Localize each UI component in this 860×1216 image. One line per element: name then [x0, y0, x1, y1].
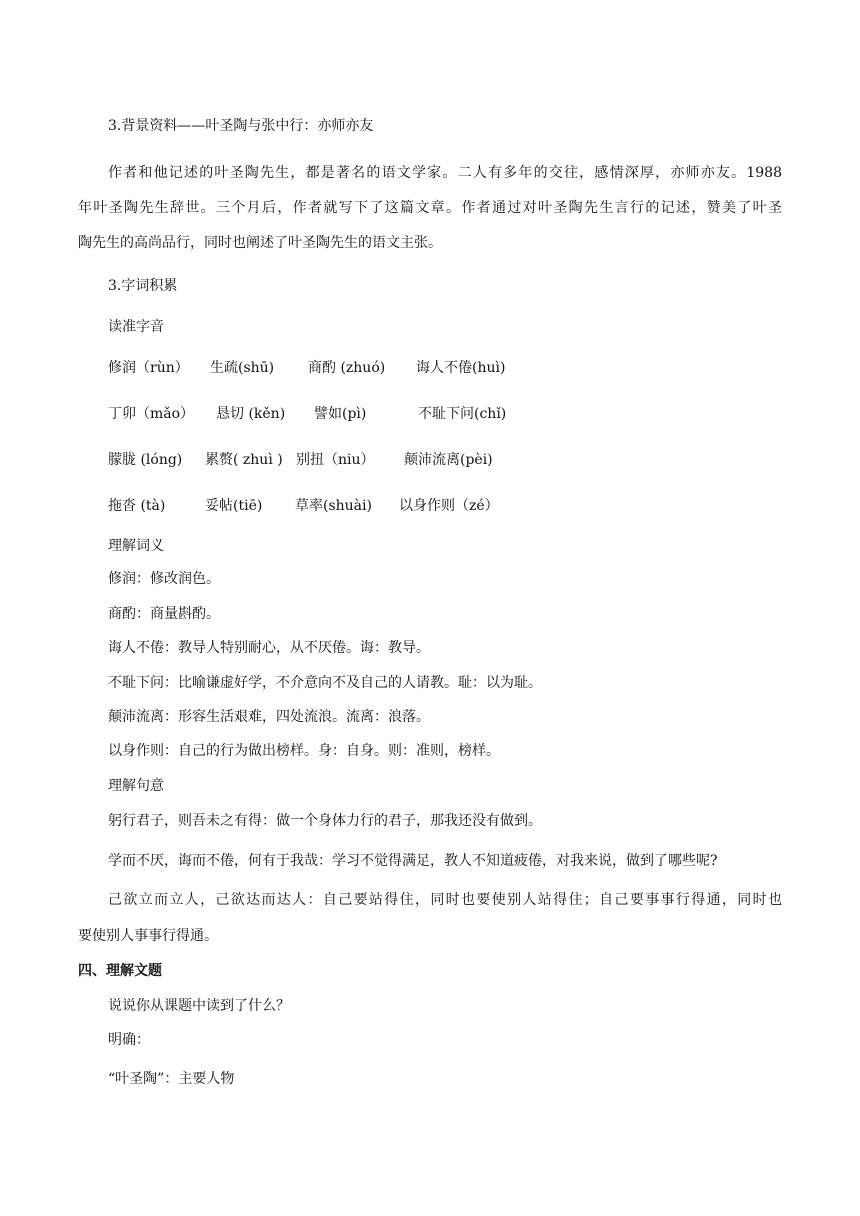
meaning-item: 不耻下问：比喻谦虚好学，不介意向不及自己的人请教。耻：以为耻。 — [108, 675, 542, 691]
background-paragraph-line-3: 陶先生的高尚品行，同时也阐述了叶圣陶先生的语文主张。 — [78, 235, 442, 251]
sentence-item: 学而不厌，诲而不倦，何有于我哉：学习不觉得满足，教人不知道疲倦，对我来说，做到了哪些呢? — [108, 853, 718, 869]
words-heading: 3.字词积累 — [108, 278, 178, 294]
background-paragraph-line-1: 作者和他记述的叶圣陶先生，都是著名的语文学家。二人有多年的交往，感情深厚，亦师亦友。1988 — [108, 165, 782, 181]
pinyin-item: 譬如(pì) — [314, 406, 367, 422]
pinyin-item: 生疏(shū) — [210, 360, 275, 376]
pinyin-item: 商酌 (zhuó) — [308, 360, 386, 376]
pinyin-item: 以身作则（zé） — [399, 498, 499, 514]
pinyin-item: 别扭（niu） — [296, 452, 375, 468]
meaning-title: 理解词义 — [108, 538, 164, 554]
pinyin-item: 颠沛流离(pèi) — [404, 452, 493, 468]
pinyin-item: 恳切 (kěn) — [216, 406, 286, 422]
background-heading: 3.背景资料——叶圣陶与张中行：亦师亦友 — [108, 118, 374, 134]
sentence-item-line-2: 要使别人事事行得通。 — [78, 928, 218, 944]
pinyin-item: 修润（rùn） — [108, 360, 189, 376]
pinyin-item: 朦胧 (lóng) — [108, 452, 183, 468]
pronunciation-title: 读准字音 — [108, 319, 164, 335]
pinyin-item: 丁卯（mǎo） — [108, 406, 195, 422]
pinyin-item: 拖沓 (tà) — [108, 498, 166, 514]
pinyin-item: 不耻下问(chǐ) — [418, 406, 507, 422]
pinyin-item: 累赘( zhuì ) — [205, 452, 283, 468]
meaning-item: 修润：修改润色。 — [108, 571, 220, 587]
title-question: 说说你从课题中读到了什么？ — [108, 998, 290, 1014]
sentence-item-line-1: 己欲立而立人，己欲达而达人：自己要站得住，同时也要使别人站得住；自己要事事行得通，同时也 — [108, 892, 782, 908]
sentence-title: 理解句意 — [108, 778, 164, 794]
answer-item: “叶圣陶”：主要人物 — [108, 1071, 235, 1087]
answer-label: 明确： — [108, 1032, 150, 1048]
pinyin-item: 草率(shuài) — [295, 498, 372, 514]
pinyin-item: 诲人不倦(huì) — [416, 360, 506, 376]
meaning-item: 以身作则：自己的行为做出榜样。身：自身。则：准则，榜样。 — [108, 743, 500, 759]
meaning-item: 商酌：商量斟酌。 — [108, 606, 220, 622]
meaning-item: 颠沛流离：形容生活艰难，四处流浪。流离：浪落。 — [108, 709, 430, 725]
pinyin-item: 妥帖(tiē) — [205, 498, 263, 514]
title-section-heading: 四、理解文题 — [78, 963, 162, 979]
background-paragraph-line-2: 年叶圣陶先生辞世。三个月后，作者就写下了这篇文章。作者通过对叶圣陶先生言行的记述，赞美了叶圣 — [78, 200, 782, 216]
sentence-item: 躬行君子，则吾未之有得：做一个身体力行的君子，那我还没有做到。 — [108, 813, 542, 829]
meaning-item: 诲人不倦：教导人特别耐心，从不厌倦。诲：教导。 — [108, 640, 430, 656]
